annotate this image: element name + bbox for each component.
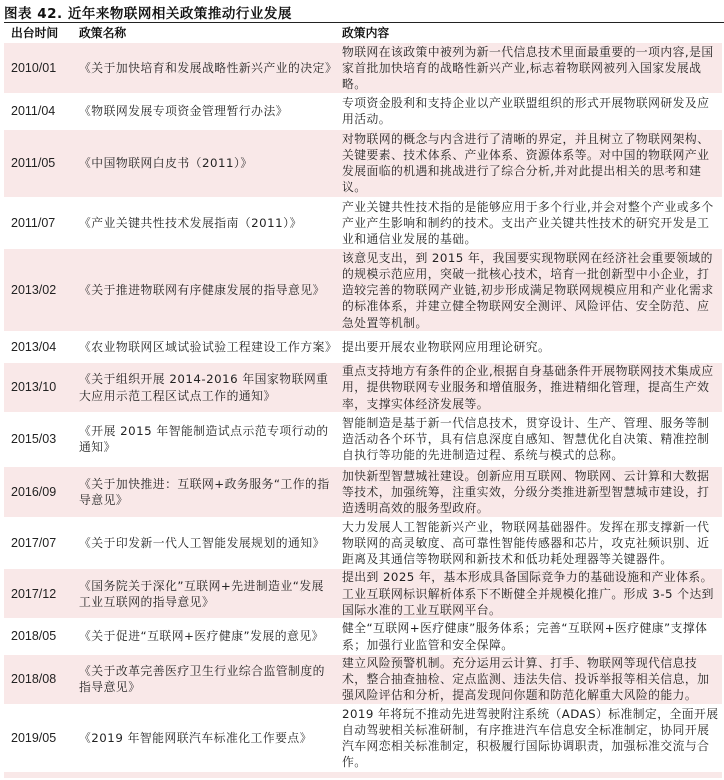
policy-table [4, 23, 722, 780]
header-policy-name: 政策名称 [79, 26, 127, 40]
row-policy-content: 产业关键共性技术指的是能够应用于多个行业,并会对整个产业或多个产业产生影响和制约的技术。支出产业关键共性技术的研究开发是工业和通信业发展的基础。 [342, 199, 714, 247]
table-row [4, 199, 722, 248]
row-date: 2016/09 [4, 467, 79, 517]
table-row [4, 43, 722, 93]
table-header-row [4, 25, 722, 41]
table-row [4, 333, 722, 361]
row-date: 2017/12 [4, 569, 79, 618]
table-row [4, 363, 722, 412]
row-policy-content: 该意见支出，到 2015 年，我国要实现物联网在经济社会重要领域的的规模示范应用，突破一批核心技术，培育一批创新型中小企业，打造较完善的物联网产业链,初步形成满足物联网规模应用和产业化需求的标准体系，并建立健全物联网安全测评、风险评估、安全防范、应急处置等机制。 [342, 249, 722, 331]
row-date: 2019/05 [11, 730, 57, 745]
row-policy-content: 建立风险预警机制。充分运用云计算、打手、物联网等现代信息技术，整合抽查抽检、定点监测、违法失信、投诉举报等相关信息，加强风险评估和分析，提高发现问你题和防范化解重大风险的能力。 [342, 655, 722, 704]
row-date: 2015/03 [11, 432, 57, 447]
row-policy-name: 《2019 年智能网联汽车标准化工作要点》 [79, 730, 313, 745]
header-date: 出台时间 [11, 26, 59, 40]
row-policy-content: 专项资金股利和支持企业以产业联盟组织的形式开展物联网研发及应用活动。 [342, 96, 710, 127]
header-policy-content: 政策内容 [342, 26, 390, 40]
row-date: 2017/07 [11, 536, 57, 551]
figure-title: 图表 42. 近年来物联网相关政策推动行业发展 [4, 6, 292, 22]
table-row [4, 569, 722, 618]
row-date: 2011/04 [11, 104, 56, 119]
table-bottom-strip-cell [4, 772, 722, 778]
row-policy-content: 重点支持地方有条件的企业,根据自身基础条件开展物联网技术集成应用，提供物联网专业服务和增值服务，推进精细化管理，提高生产效率，支撑实体经济发展等。 [342, 363, 722, 412]
row-policy-name: 《关于组织开展 2014-2016 年国家物联网重大应用示范工程区试点工作的通知》 [79, 363, 342, 412]
row-policy-content: 物联网在该政策中被列为新一代信息技术里面最重要的一项内容,是国家首批加快培育的战略性新兴产业,标志着物联网被列入国家发展战略。 [342, 43, 722, 93]
table-bottom-strip [4, 772, 722, 778]
row-date: 2013/02 [4, 249, 79, 331]
row-policy-content: 智能制造是基于新一代信息技术，贯穿设计、生产、管理、服务等制造活动各个环节，具有信息深度自感知、智慧优化自决策、精准控制自执行等功能的先进制造过程、系统与模式的总称。 [342, 416, 710, 463]
row-date: 2010/01 [4, 43, 79, 93]
table-row [4, 467, 722, 517]
table-row [4, 706, 722, 771]
table-row [4, 620, 722, 653]
row-date: 2018/05 [11, 629, 57, 644]
table-row [4, 130, 722, 197]
row-policy-name: 《开展 2015 年智能制造试点示范专项行动的通知》 [79, 424, 329, 455]
row-policy-name: 《国务院关于深化”互联网+先进制造业“发展工业互联网的指导意见》 [79, 569, 342, 618]
row-policy-name: 《中国物联网白皮书（2011）》 [79, 130, 342, 197]
row-policy-name: 《关于促进“互联网+医疗健康”发展的意见》 [79, 629, 324, 644]
row-policy-content: 大力发展人工智能新兴产业，物联网基础器件。发挥在那支撑新一代物联网的高灵敏度、高可靠性智能传感器和芯片，攻克社频识别、近距离及其通信等物联网和新技术和低功耗处理器等关键器件。 [342, 519, 710, 567]
row-policy-name: 《关于印发新一代人工智能发展规划的通知》 [79, 536, 325, 551]
row-policy-name: 《关于推进物联网有序健康发展的指导意见》 [79, 249, 342, 331]
row-policy-name: 《产业关键共性技术发展指南（2011）》 [79, 215, 302, 230]
row-date: 2011/05 [4, 130, 79, 197]
row-policy-content: 2019 年将玩不推动先进驾驶附注系统（ADAS）标准制定，全面开展自动驾驶相关标准研制，有序推进汽车信息安全标准制定，协同开展汽车网恋相关标准制定，积极履行国际协调职责，加强标准交流与合作。 [342, 706, 719, 770]
table-row [4, 519, 722, 568]
row-policy-name: 《物联网发展专项资金管理暂行办法》 [79, 104, 289, 119]
row-date: 2013/04 [11, 340, 57, 355]
table-row [4, 95, 722, 127]
row-policy-content: 加快新型智慧城社建设。创新应用互联网、物联网、云计算和大数据等技术，加强统筹，注重实效，分级分类推进新型智慧城市建设，打造透明高效的服务型政府。 [342, 467, 722, 517]
table-row [4, 655, 722, 704]
table-row [4, 414, 722, 465]
row-policy-content: 提出要开展农业物联网应用理论研究。 [342, 340, 551, 355]
row-date: 2013/10 [4, 363, 79, 412]
row-date: 2018/08 [4, 655, 79, 704]
row-policy-content: 提出到 2025 年，基本形成具备国际竞争力的基础设施和产业体系。工业互联网标识解析体系下不断健全并规模化推广。形成 3-5 个达到国际水准的工业互联网平台。 [342, 569, 722, 618]
row-policy-content: 健全“互联网+医疗健康”服务体系；完善“互联网+医疗健康”支撑体系；加强行业监管和安全保障。 [342, 621, 708, 652]
row-policy-content: 对物联网的概念与内含进行了清晰的界定，并且树立了物联网架构、关键要素、技术体系、产业体系、资源体系等。对中国的物联网产业发展面临的机遇和挑战进行了综合分析,并对此提出相关的思考和建议。 [342, 130, 722, 197]
row-date: 2011/07 [11, 215, 56, 230]
table-row [4, 249, 722, 331]
row-policy-name: 《关于加快推进：互联网+政务服务“工作的指导意见》 [79, 467, 342, 517]
row-policy-name: 《关于加快培育和发展战略性新兴产业的决定》 [79, 43, 342, 93]
row-policy-name: 《关于改革完善医疗卫生行业综合监管制度的指导意见》 [79, 655, 342, 704]
row-policy-name: 《农业物联网区域试验试验工程建设工作方案》 [79, 340, 338, 355]
